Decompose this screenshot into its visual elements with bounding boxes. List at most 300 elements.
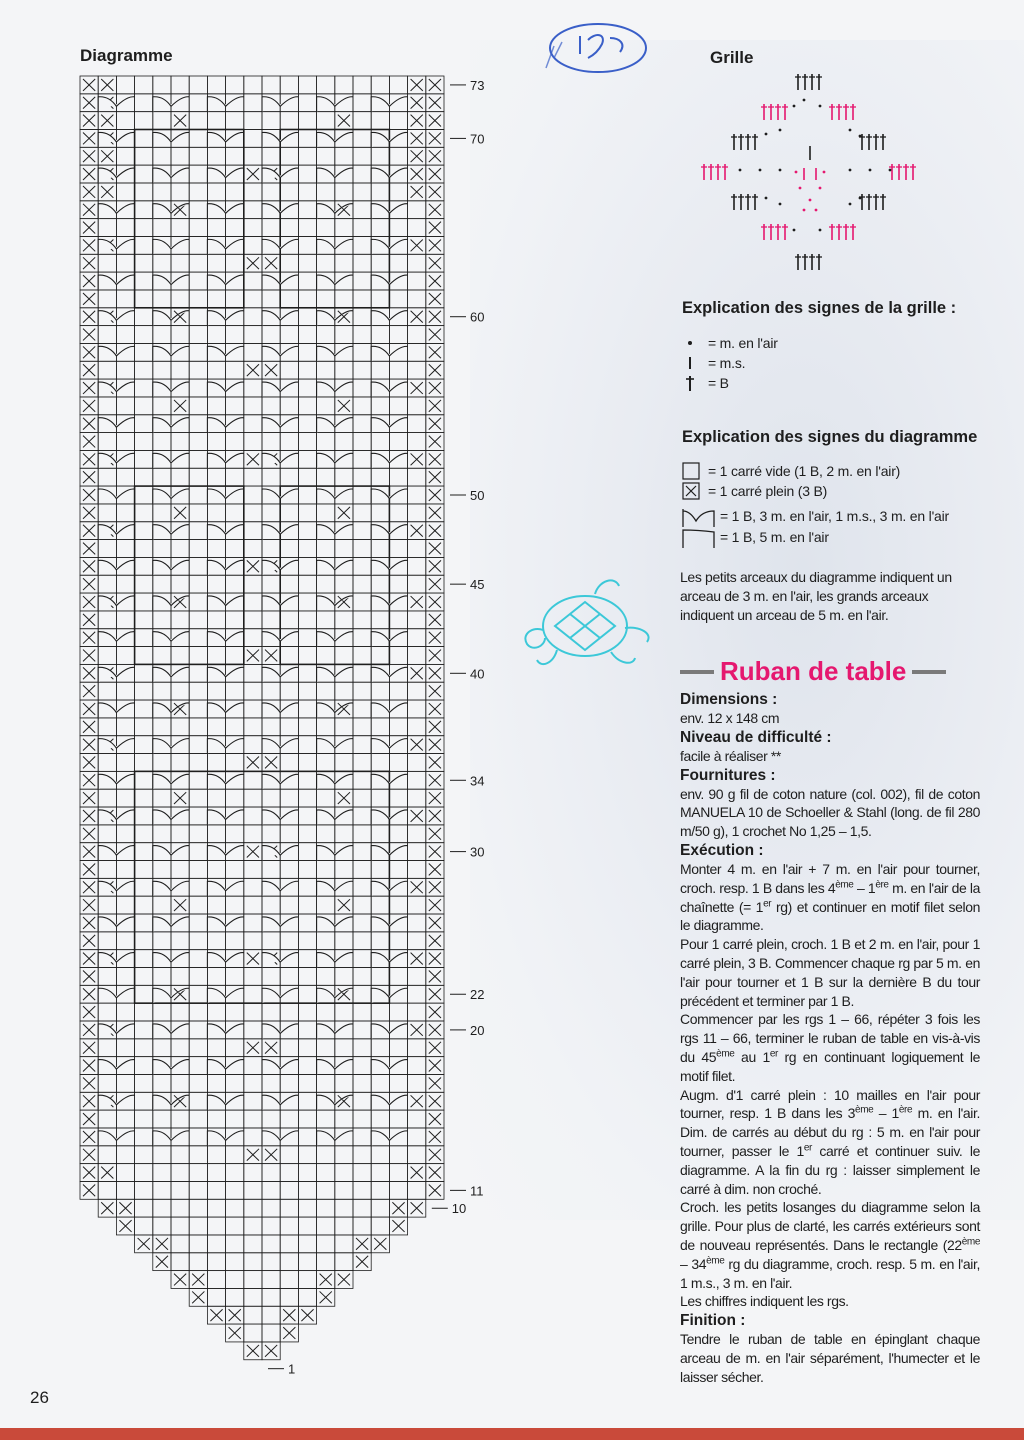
diagram-cell <box>171 1039 189 1057</box>
chain-dot <box>889 169 892 172</box>
diagram-cell <box>226 1074 244 1092</box>
diagram-cell <box>298 1181 316 1199</box>
filled-square-mark <box>265 1042 277 1054</box>
diagram-cell <box>335 147 353 165</box>
diagram-cell <box>335 1235 353 1253</box>
filled-square-mark <box>83 1006 95 1018</box>
diagram-cell <box>135 700 153 718</box>
diagram-cell <box>171 647 189 665</box>
chain-dot <box>803 99 806 102</box>
diagram-cell <box>371 326 389 344</box>
diagram-cell <box>298 522 316 540</box>
diagram-cell <box>262 76 280 94</box>
diagram-cell <box>244 593 262 611</box>
diagram-cell <box>98 932 116 950</box>
diagram-cell <box>135 1128 153 1146</box>
filled-square-mark <box>411 1024 423 1036</box>
diagram-cell <box>298 343 316 361</box>
diagram-cell <box>335 1199 353 1217</box>
diagram-cell <box>389 1164 407 1182</box>
diagram-cell <box>262 1199 280 1217</box>
diagram-cell <box>189 201 207 219</box>
filled-square-mark <box>429 150 441 162</box>
diagram-cell <box>389 575 407 593</box>
diagram-cell <box>317 682 335 700</box>
diagram-cell <box>244 415 262 433</box>
diagram-cell <box>189 379 207 397</box>
filled-square-mark <box>83 364 95 376</box>
diagram-cell <box>389 433 407 451</box>
diagram-cell <box>371 1164 389 1182</box>
diagram-cell <box>116 112 134 130</box>
filled-square-mark <box>265 1345 277 1357</box>
diagram-cell <box>389 1039 407 1057</box>
diagram-cell <box>244 468 262 486</box>
diagram-cell <box>98 326 116 344</box>
diagram-cell <box>371 147 389 165</box>
diagram-cell <box>298 1288 316 1306</box>
diagram-cell <box>207 932 225 950</box>
diagram-cell <box>226 290 244 308</box>
filled-square-mark <box>83 1113 95 1125</box>
diagram-cell <box>408 201 426 219</box>
diagram-cell <box>135 914 153 932</box>
diagram-cell <box>189 504 207 522</box>
diagram-cell <box>189 861 207 879</box>
diagram-cell <box>317 647 335 665</box>
diagram-cell <box>116 147 134 165</box>
diagram-cell <box>226 1110 244 1128</box>
diagram-cell <box>298 1021 316 1039</box>
diagram-cell <box>353 1092 371 1110</box>
diagram-cell <box>244 985 262 1003</box>
diagram-cell <box>244 575 262 593</box>
diagram-cell <box>153 76 171 94</box>
filled-square-icon <box>682 482 704 500</box>
diagram-cell <box>353 1217 371 1235</box>
diagram-cell <box>244 183 262 201</box>
diagram-cell <box>298 201 316 219</box>
diagram-legend-item <box>682 462 900 480</box>
diagram-cell <box>244 1199 262 1217</box>
filled-square-mark <box>411 953 423 965</box>
diagram-cell <box>408 700 426 718</box>
diagram-cell <box>244 379 262 397</box>
diagram-cell <box>353 254 371 272</box>
diagram-cell <box>262 112 280 130</box>
filled-square-mark <box>83 667 95 679</box>
diagram-cell <box>353 1074 371 1092</box>
diagram-cell <box>280 433 298 451</box>
diagram-cell <box>298 1003 316 1021</box>
small-arches-icon <box>682 507 716 525</box>
filled-square-mark <box>411 881 423 893</box>
diagram-cell <box>298 504 316 522</box>
diagram-cell <box>207 682 225 700</box>
diagram-cell <box>135 771 153 789</box>
diagram-cell <box>408 486 426 504</box>
diagram-cell <box>153 1181 171 1199</box>
diagram-cell <box>298 861 316 879</box>
diagram-cell <box>408 326 426 344</box>
diagram-cell <box>244 1235 262 1253</box>
diagram-cell <box>389 254 407 272</box>
chain-dot <box>849 169 852 172</box>
diagram-cell <box>280 1217 298 1235</box>
diagram-cell <box>262 290 280 308</box>
diagram-cell <box>189 754 207 772</box>
diagram-cell <box>226 540 244 558</box>
diagram-cell <box>98 1181 116 1199</box>
diagram-cell <box>153 718 171 736</box>
diagram-cell <box>298 593 316 611</box>
diagram-cell <box>353 326 371 344</box>
diagram-cell <box>280 1164 298 1182</box>
diagram-cell <box>98 219 116 237</box>
diagram-cell <box>262 433 280 451</box>
diagram-cell <box>317 825 335 843</box>
diagram-cell <box>371 896 389 914</box>
diagram-cell <box>353 1128 371 1146</box>
diagram-cell <box>207 1039 225 1057</box>
diagram-cell <box>189 1181 207 1199</box>
diagram-cell <box>207 647 225 665</box>
diagram-cell <box>389 219 407 237</box>
diagram-cell <box>371 968 389 986</box>
diagram-cell <box>98 754 116 772</box>
diagram-cell <box>207 147 225 165</box>
diagram-cell <box>171 1235 189 1253</box>
filled-square-mark <box>83 1149 95 1161</box>
chain-dot <box>793 105 796 108</box>
diagram-cell <box>116 932 134 950</box>
diagram-cell <box>189 914 207 932</box>
diagram-cell <box>135 165 153 183</box>
diagram-cell <box>189 415 207 433</box>
diagram-cell <box>408 1039 426 1057</box>
diagram-cell <box>408 771 426 789</box>
filled-square-mark <box>411 1202 423 1214</box>
diagram-cell <box>317 254 335 272</box>
diagram-legend-text: = 1 carré vide (1 B, 2 m. en l'air) <box>708 463 901 479</box>
diagram-cell <box>207 754 225 772</box>
filled-square-mark <box>429 1095 441 1107</box>
diagram-cell <box>207 504 225 522</box>
diagram-cell <box>153 896 171 914</box>
diagram-cell <box>262 468 280 486</box>
filled-square-mark <box>429 400 441 412</box>
diagram-cell <box>226 1164 244 1182</box>
filled-square-mark <box>156 1256 168 1268</box>
diagram-cell <box>335 326 353 344</box>
diagram-cell <box>244 968 262 986</box>
diagram-cell <box>371 76 389 94</box>
diagram-cell <box>262 575 280 593</box>
filled-square-mark <box>429 1077 441 1089</box>
filled-square-mark <box>265 650 277 662</box>
diagram-legend-text: = 1 B, 5 m. en l'air <box>720 529 829 545</box>
diagram-cell <box>189 647 207 665</box>
diagram-cell <box>171 1164 189 1182</box>
filled-square-mark <box>392 1220 404 1232</box>
diagram-cell <box>189 272 207 290</box>
filled-square-mark <box>101 186 113 198</box>
diagram-cell <box>207 219 225 237</box>
diagram-cell <box>353 1146 371 1164</box>
diagram-cell <box>371 789 389 807</box>
diagram-cell <box>353 1021 371 1039</box>
diagram-cell <box>262 1235 280 1253</box>
diagram-cell <box>280 647 298 665</box>
filled-square-mark <box>83 1131 95 1143</box>
diagram-cell <box>317 1199 335 1217</box>
diagram-cell <box>135 433 153 451</box>
filled-square-mark <box>247 953 259 965</box>
diagram-cell <box>153 468 171 486</box>
diagram-cell <box>298 486 316 504</box>
diagram-cell <box>280 504 298 522</box>
chain-dot <box>815 209 818 212</box>
diagram-cell <box>226 147 244 165</box>
diagram-cell <box>244 308 262 326</box>
diagram-cell <box>298 1092 316 1110</box>
diagram-cell <box>335 1110 353 1128</box>
diagram-cell <box>317 861 335 879</box>
diagram-cell <box>135 896 153 914</box>
diagram-cell <box>135 664 153 682</box>
diagram-cell <box>171 861 189 879</box>
row-label: 34 <box>470 773 485 789</box>
row-label: 11 <box>470 1183 484 1199</box>
diagram-cell <box>135 183 153 201</box>
diagram-cell <box>371 1146 389 1164</box>
diagram-cell <box>298 843 316 861</box>
filled-square-mark <box>429 204 441 216</box>
chain-dot <box>759 169 762 172</box>
diagram-legend-text: = 1 carré plein (3 B) <box>708 483 828 499</box>
diagram-cell <box>98 682 116 700</box>
diagram-cell <box>317 968 335 986</box>
diagram-cell <box>116 504 134 522</box>
diagram-cell <box>171 1074 189 1092</box>
filled-square-mark <box>229 1309 241 1321</box>
diagram-cell <box>335 1164 353 1182</box>
diagram-cell <box>207 290 225 308</box>
row-label: 22 <box>470 987 485 1003</box>
filled-square-mark <box>429 899 441 911</box>
diagram-cell <box>353 290 371 308</box>
diagram-cell <box>116 611 134 629</box>
diagram-cell <box>189 76 207 94</box>
diagram-cell <box>317 1253 335 1271</box>
diagram-cell <box>116 540 134 558</box>
filled-square-mark <box>429 257 441 269</box>
diagram-cell <box>244 1164 262 1182</box>
diagram-cell <box>135 825 153 843</box>
diagram-cell <box>189 540 207 558</box>
filled-square-mark <box>83 899 95 911</box>
diagram-cell <box>298 326 316 344</box>
diagram-cell <box>171 1146 189 1164</box>
diagram-cell <box>171 433 189 451</box>
filled-square-mark <box>83 1095 95 1107</box>
diagram-cell <box>408 629 426 647</box>
diagram-cell <box>244 825 262 843</box>
diagram-cell <box>116 1110 134 1128</box>
diagram-cell <box>189 825 207 843</box>
diagram-cell <box>408 754 426 772</box>
diagram-cell <box>353 754 371 772</box>
filled-square-mark <box>429 1024 441 1036</box>
filled-square-mark <box>429 79 441 91</box>
diagram-cell <box>98 861 116 879</box>
filled-square-mark <box>338 1274 350 1286</box>
diagram-cell <box>171 1217 189 1235</box>
diagram-cell <box>353 1057 371 1075</box>
diagram-cell <box>389 861 407 879</box>
diagram-cell <box>353 789 371 807</box>
bar-icon <box>682 354 704 372</box>
diagram-legend-item <box>682 528 829 546</box>
diagram-cell <box>371 1199 389 1217</box>
diagram-cell <box>353 593 371 611</box>
diagram-cell <box>280 575 298 593</box>
diagram-cell <box>189 593 207 611</box>
diagram-cell <box>353 843 371 861</box>
diagram-cell <box>298 254 316 272</box>
filled-square-mark <box>247 1149 259 1161</box>
diagram-cell <box>207 1217 225 1235</box>
filled-square-mark <box>83 935 95 947</box>
diagram-cell <box>153 575 171 593</box>
diagram-cell <box>244 932 262 950</box>
page-number: 26 <box>30 1388 49 1407</box>
filled-square-mark <box>83 1167 95 1179</box>
diagram-cell <box>335 433 353 451</box>
diagram-cell <box>262 219 280 237</box>
diagram-cell <box>226 932 244 950</box>
diagram-cell <box>371 1181 389 1199</box>
diagram-cell <box>207 76 225 94</box>
diagram-cell <box>135 932 153 950</box>
diagram-cell <box>408 718 426 736</box>
diagram-cell <box>207 468 225 486</box>
filled-square-mark <box>83 1024 95 1036</box>
diagram-cell <box>317 183 335 201</box>
diagram-cell <box>98 1146 116 1164</box>
diagram-cell <box>262 861 280 879</box>
chain-dot <box>803 209 806 212</box>
diagram-cell <box>298 1217 316 1235</box>
diagram-cell <box>371 861 389 879</box>
diagram-cell <box>135 1146 153 1164</box>
filled-square-mark <box>429 1131 441 1143</box>
diagram-cell <box>298 807 316 825</box>
diagram-cell <box>371 1003 389 1021</box>
diagram-cell <box>244 94 262 112</box>
filled-square-mark <box>356 1256 368 1268</box>
filled-square-mark <box>429 614 441 626</box>
filled-square-mark <box>429 774 441 786</box>
diagram-cell <box>98 575 116 593</box>
diagram-cell <box>135 861 153 879</box>
diagram-cell <box>298 147 316 165</box>
diagram-cell <box>135 326 153 344</box>
diagram-cell <box>371 183 389 201</box>
diagram-cell <box>244 896 262 914</box>
diagram-cell <box>280 1288 298 1306</box>
diagram-cell <box>135 1199 153 1217</box>
diagram-cell <box>207 397 225 415</box>
filled-square-mark <box>411 186 423 198</box>
diagram-cell <box>317 147 335 165</box>
diagram-cell <box>371 1074 389 1092</box>
diagram-cell <box>353 807 371 825</box>
diagram-cell <box>317 361 335 379</box>
filled-square-mark <box>83 436 95 448</box>
diagram-cell <box>335 968 353 986</box>
diagram-cell <box>389 147 407 165</box>
filled-square-mark <box>265 364 277 376</box>
diagram-cell <box>153 183 171 201</box>
diagram-cell <box>408 254 426 272</box>
diagram-cell <box>262 1164 280 1182</box>
diagram-cell <box>135 450 153 468</box>
diagram-cell <box>135 807 153 825</box>
execution-paragraph-6: Les chiffres indiquent les rgs. <box>680 1293 849 1310</box>
filled-square-mark <box>83 382 95 394</box>
diagram-cell <box>189 736 207 754</box>
diagram-cell <box>335 611 353 629</box>
diagram-cell <box>389 112 407 130</box>
diagram-cell <box>98 718 116 736</box>
diagram-cell <box>153 112 171 130</box>
filled-square-mark <box>429 721 441 733</box>
diagram-cell <box>353 165 371 183</box>
diagram-cell <box>135 985 153 1003</box>
diagram-cell <box>207 1146 225 1164</box>
diagram-cell <box>408 272 426 290</box>
diagram-cell <box>135 397 153 415</box>
chain-dot <box>795 171 798 174</box>
filled-square-mark <box>429 346 441 358</box>
diagram-cell <box>262 183 280 201</box>
diagram-cell <box>189 968 207 986</box>
diagram-cell <box>353 932 371 950</box>
diagram-cell <box>335 1217 353 1235</box>
diagram-cell <box>244 112 262 130</box>
diagram-cell <box>371 540 389 558</box>
filled-square-mark <box>174 1274 186 1286</box>
diagram-cell <box>153 1039 171 1057</box>
filled-square-mark <box>83 774 95 786</box>
diagram-cell <box>135 468 153 486</box>
diagram-cell <box>280 861 298 879</box>
diagram-cell <box>353 236 371 254</box>
diagram-cell <box>189 219 207 237</box>
diagram-cell <box>244 540 262 558</box>
diagram-cell <box>171 682 189 700</box>
filled-square-mark <box>411 115 423 127</box>
chain-dot <box>849 203 852 206</box>
diagram-cell <box>226 254 244 272</box>
diagram-cell <box>262 825 280 843</box>
filled-square-mark <box>429 364 441 376</box>
diagram-cell <box>389 540 407 558</box>
diagram-cell <box>226 1253 244 1271</box>
diagram-cell <box>207 1235 225 1253</box>
row-label: 1 <box>288 1361 296 1377</box>
